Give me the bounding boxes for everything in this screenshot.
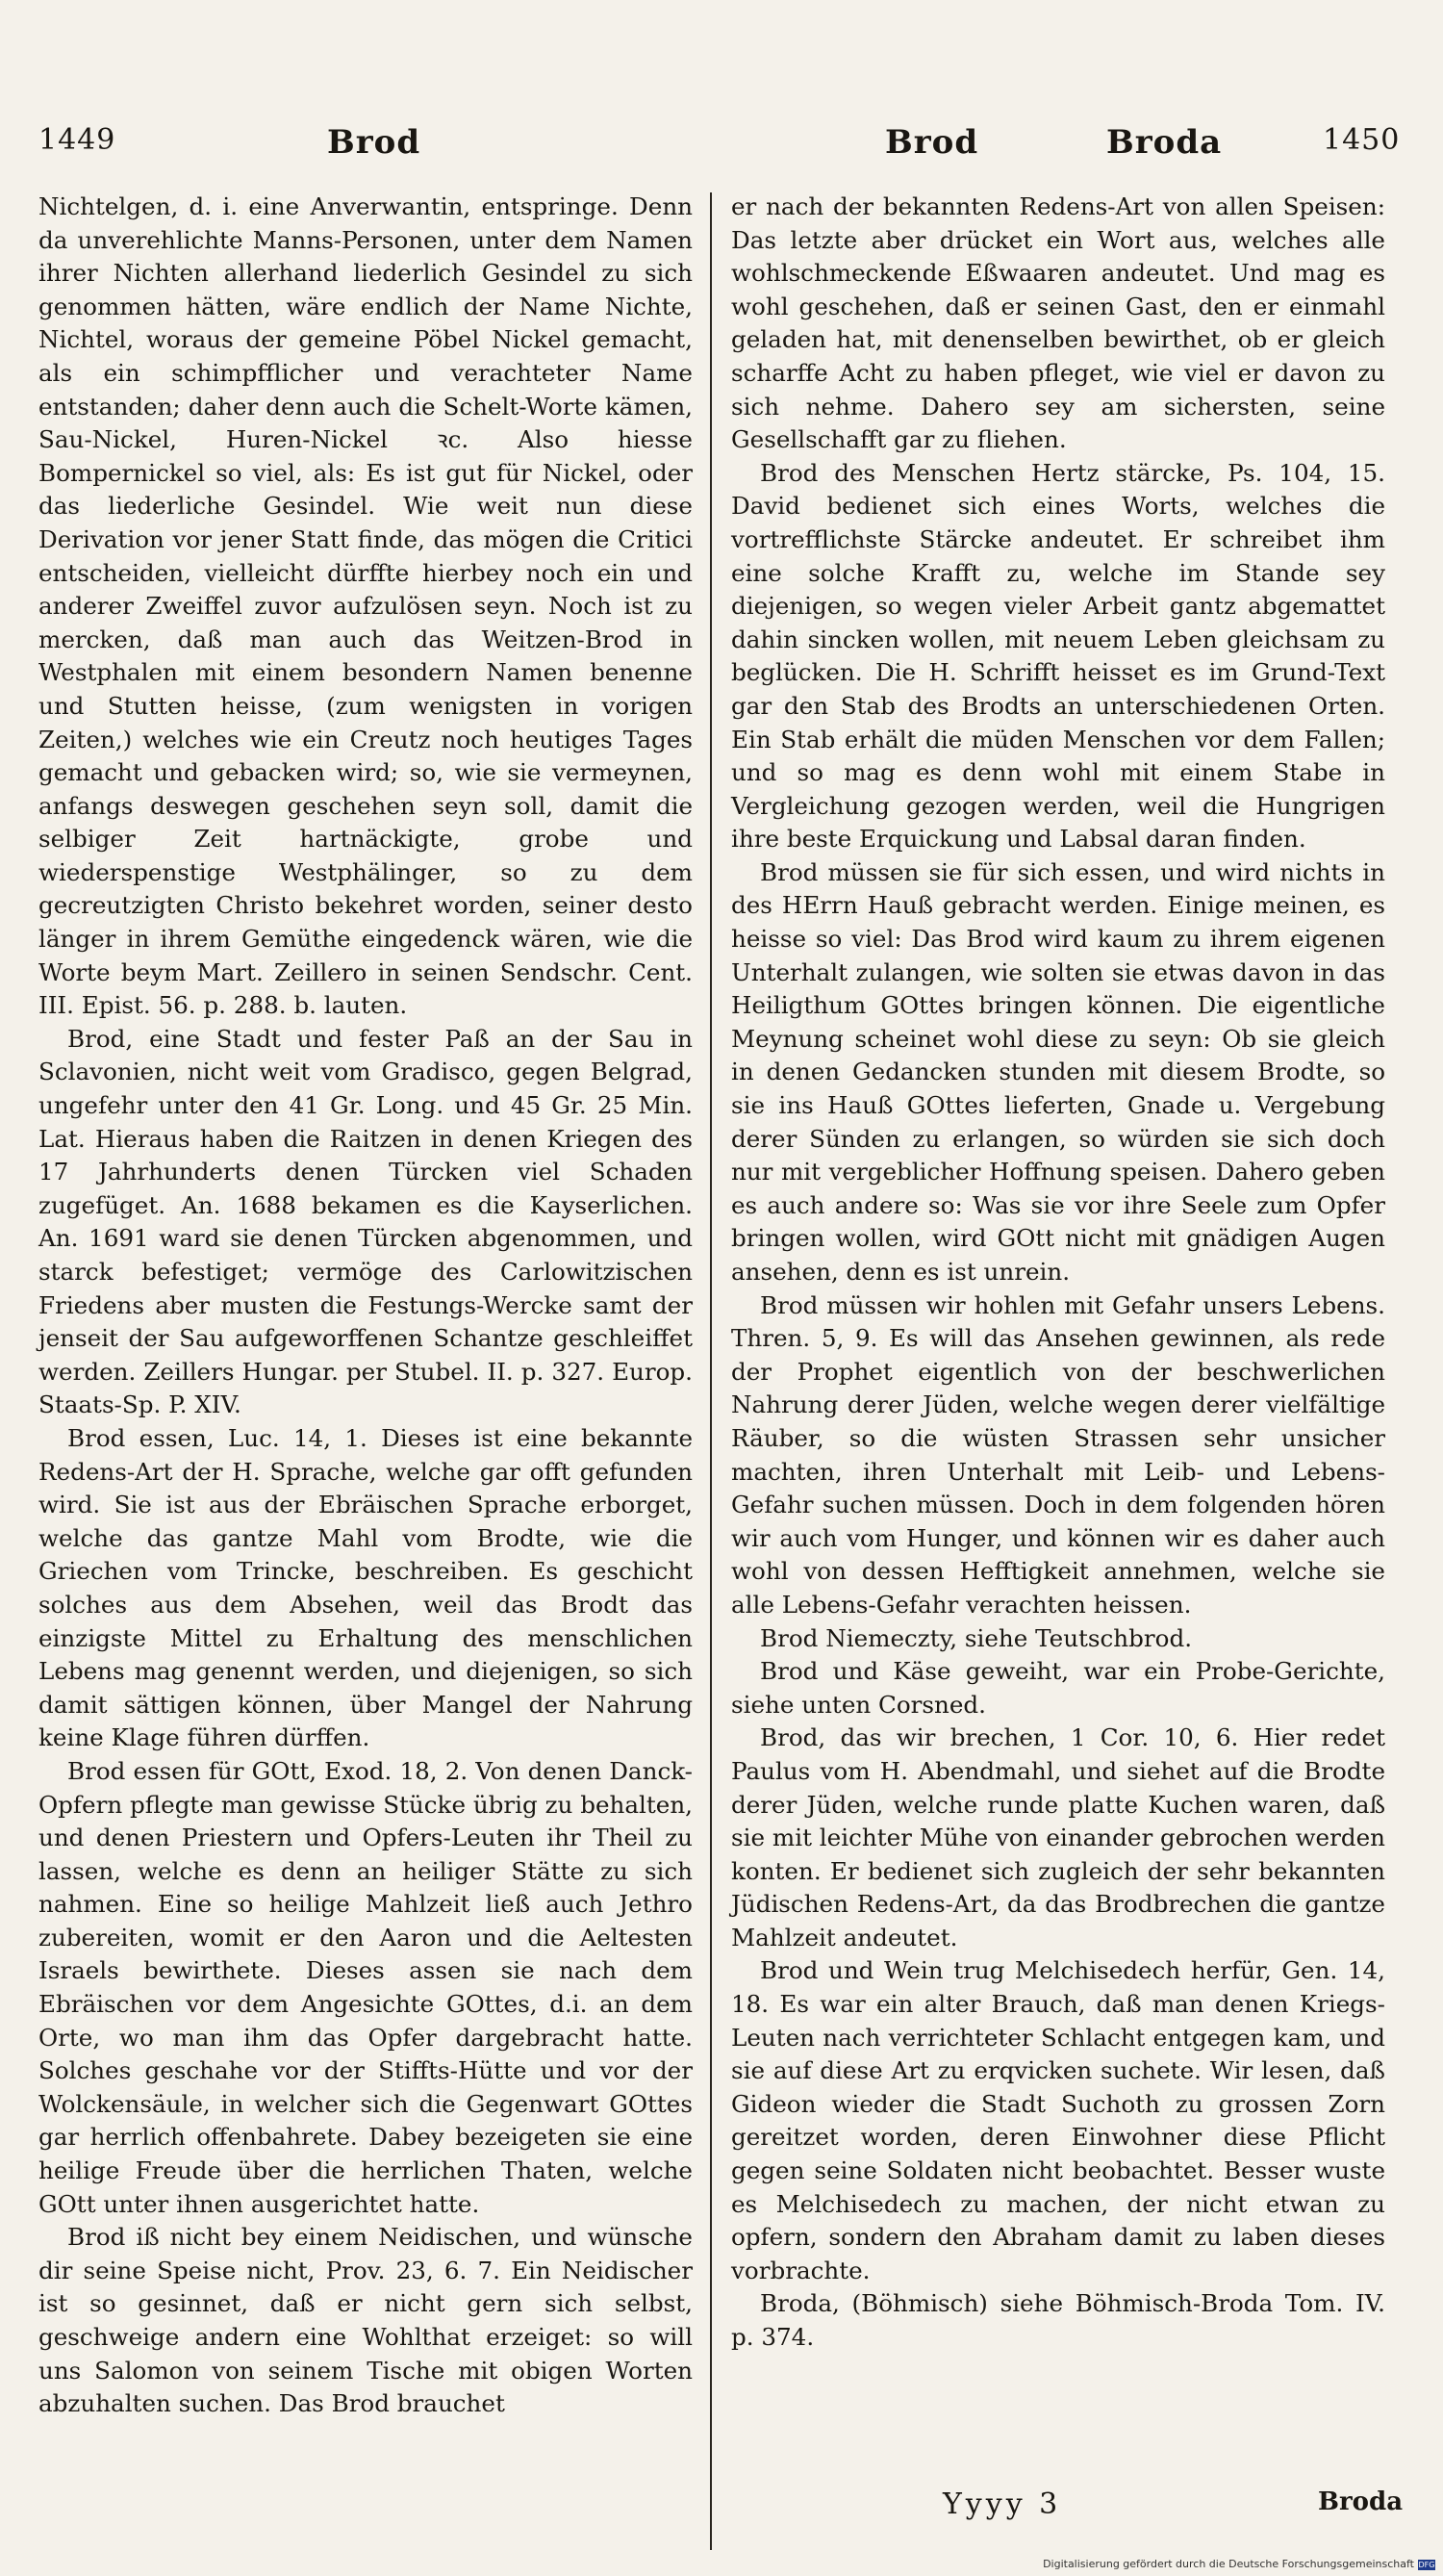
- paragraph: Brod und Käse geweiht, war ein Probe-Gerichte, siehe unten Corsned.: [731, 1657, 1385, 1719]
- right-running-title-2: Broda: [1106, 123, 1223, 162]
- dfg-logo-icon: DFG: [1418, 2560, 1435, 2569]
- paragraph: Nichtelgen, d. i. eine Anverwantin, entspringe. Denn da unverehlichte Manns-Personen, unter dem Namen ihrer Nichten allerhand liederlich Gesindel zu sich genommen hätten, wäre endlich der Name Nichte, Nichtel, woraus der gemeine Pöbel Nickel gemacht, als ein schimpfflicher und verachteter Name entstanden; daher denn auch die Schelt-Worte kämen, Sau-Nickel, Huren-Nickel ꝛc. Also hiesse Bompernickel so viel, als: Es ist gut für Nickel, oder das liederliche Gesindel. Wie weit nun diese Derivation vor jener Statt finde, das mögen die Critici entscheiden, vielleicht dürffte hierbey noch ein und anderer Zweiffel zuvor aufzulösen seyn. Noch ist zu mercken, daß man auch das Weitzen-Brod in Westphalen mit einem besondern Namen benenne und Stutten heisse, (zum wenigsten in vorigen Zeiten,) welches wie ein Creutz noch heutiges Tages gemacht und gebacken wird; so, wie sie vermeynen, anfangs deswegen geschehen seyn soll, damit die selbiger Zeit hartnäckigte, grobe und wiederspenstige Westphälinger, so zu dem gecreutzigten Christo bekehret worden, seiner desto länger in ihrem Gemüthe eingedenck wären, wie die Worte beym Mart. Zeillero in seinen Sendschr. Cent. III. Epist. 56. p. 288. b. lauten.: [38, 192, 693, 1020]
- credit-text: Digitalisierung gefördert durch die Deutsche Forschungsgemeinschaft: [1043, 2558, 1414, 2570]
- paragraph: Brod iß nicht bey einem Neidischen, und wünsche dir seine Speise nicht, Prov. 23, 6. 7. Ein Neidischer ist so gesinnet, daß er nicht gern sich selbst, geschweige andern eine Wohlthat erzeiget: so will uns Salomon von seinem Tische mit obigen Worten abzuhalten suchen. Das Brod brauchet: [38, 2223, 693, 2418]
- right-column: [731, 191, 1385, 2355]
- catchword: Broda: [1318, 2487, 1404, 2516]
- paragraph: Brod des Menschen Hertz stärcke, Ps. 104, 15. David bedienet sich eines Worts, welches die vortrefflichste Stärcke andeutet. Er schreibet ihm eine solche Krafft zu, welche im Stande sey diejenigen, so wegen vieler Arbeit gantz abgemattet dahin sincken wollen, mit neuem Leben gleichsam zu beglücken. Die H. Schrifft heisset es im Grund-Text gar den Stab des Brodts an unterschiedenen Orten. Ein Stab erhält die müden Menschen vor dem Fallen; und so mag es denn wohl mit einem Stabe in Vergleichung gezogen werden, weil die Hungrigen ihre beste Erquickung und Labsal daran finden.: [731, 458, 1385, 854]
- paragraph: Broda, (Böhmisch) siehe Böhmisch-Broda Tom. IV. p. 374.: [731, 2289, 1385, 2351]
- column-divider: [710, 192, 712, 2550]
- running-header: [38, 123, 1424, 181]
- paragraph: Brod müssen sie für sich essen, und wird nichts in des HErrn Hauß gebracht werden. Einige meinen, es heisse so viel: Das Brod wird kaum zu ihrem eigenen Unterhalt zulangen, wie solten sie etwas davon in das Heiligthum GOttes bringen können. Die eigentliche Meynung scheinet wohl diese zu seyn: Ob sie gleich in denen Gedancken stunden mit diesem Brodte, so sie ins Hauß GOttes lieferten, Gnade u. Vergebung derer Sünden zu erlangen, so würden sie sich doch nur mit vergeblicher Hoffnung speisen. Dahero geben es auch andere so: Was sie vor ihre Seele zum Opfer bringen wollen, wird GOtt nicht mit gnädigen Augen ansehen, denn es ist unrein.: [731, 857, 1385, 1286]
- signature-mark: Yyyy 3: [943, 2487, 1062, 2521]
- paragraph: Brod Niemeczty, siehe Teutschbrod.: [760, 1623, 1193, 1652]
- paragraph: Brod müssen wir hohlen mit Gefahr unsers Lebens. Thren. 5, 9. Es will das Ansehen gewinnen, als rede der Prophet eigentlich von der beschwerlichen Nahrung derer Jüden, welche wegen derer vielfältige Räuber, so die wüsten Strassen sehr unsicher machten, ihren Unterhalt mit Leib- und Lebens-Gefahr suchen müssen. Doch in dem folgenden hören wir auch vom Hunger, und können wir es daher auch wohl von dessen Hefftigkeit annehmen, welche sie alle Lebens-Gefahr verachten heissen.: [731, 1290, 1385, 1619]
- paragraph: er nach der bekannten Redens-Art von allen Speisen: Das letzte aber drücket ein Wort aus, welches alle wohlschmeckende Eßwaaren andeutet. Und mag es wohl geschehen, daß er seinen Gast, den er einmahl geladen hat, mit denenselben bewirthet, ob er gleich scharffe Acht zu haben pfleget, wie viel er davon zu sich nehme. Dahero sey am sichersten, seine Gesellschafft gar zu fliehen.: [731, 192, 1385, 454]
- right-running-title: Brod: [885, 123, 979, 162]
- paragraph: Brod und Wein trug Melchisedech herfür, Gen. 14, 18. Es war ein alter Brauch, daß man denen Kriegs-Leuten nach verrichteter Schlacht entgegen kam, und sie auf diese Art zu erqvicken suchete. Wir lesen, daß Gideon wieder die Stadt Suchoth zu grossen Zorn gereitzet worden, deren Einwohner diese Pflicht gegen seine Soldaten nicht beobachtet. Besser wuste es Melchisedech zu machen, der nicht etwan zu opfern, sondern den Abraham damit zu laben dieses vorbrachte.: [731, 1956, 1385, 2284]
- paragraph: Brod essen für GOtt, Exod. 18, 2. Von denen Danck-Opfern pflegte man gewisse Stücke übrig zu behalten, und denen Priestern und Opfers-Leuten ihr Theil zu lassen, welche es denn an heiliger Stätte zu sich nahmen. Eine so heilige Mahlzeit ließ auch Jethro zubereiten, womit er den Aaron und die Aeltesten Israels bewirthete. Dieses assen sie nach dem Ebräischen vor dem Angesichte GOttes, d.i. an dem Orte, wo man ihm das Opfer dargebracht hatte. Solches geschahe vor der Stiffts-Hütte und vor der Wolckensäule, in welcher sich die Gegenwart GOttes gar herrlich offenbahrete. Dabey bezeigeten sie eine heilige Freude über die herrlichen Thaten, welche GOtt unter ihnen ausgerichtet hatte.: [38, 1756, 693, 2218]
- left-column: [38, 191, 693, 2421]
- paragraph: Brod essen, Luc. 14, 1. Dieses ist eine bekannte Redens-Art der H. Sprache, welche gar offt gefunden wird. Sie ist aus der Ebräischen Sprache erborget, welche das gantze Mahl vom Brodte, wie die Griechen vom Trincke, beschreiben. Es geschicht solches aus dem Absehen, weil das Brodt das einzigste Mittel zu Erhaltung des menschlichen Lebens mag genennt werden, und diejenigen, so sich damit sättigen können, über Mangel der Nahrung keine Klage führen dürffen.: [38, 1423, 693, 1752]
- left-page-number: 1449: [38, 123, 116, 157]
- paragraph: Brod, das wir brechen, 1 Cor. 10, 6. Hier redet Paulus vom H. Abendmahl, und siehet auf die Brodte derer Jüden, welche runde platte Kuchen waren, daß sie mit leichter Mühe von einander gebrochen werden konten. Er bedienet sich zugleich der sehr bekannten Jüdischen Redens-Art, da das Brodbrechen die gantze Mahlzeit andeutet.: [731, 1723, 1385, 1951]
- right-page-number: 1450: [1323, 123, 1401, 157]
- left-running-title: Brod: [327, 123, 421, 162]
- paragraph: Brod, eine Stadt und fester Paß an der Sau in Sclavonien, nicht weit vom Gradisco, gegen Belgrad, ungefehr unter den 41 Gr. Long. und 45 Gr. 25 Min. Lat. Hieraus haben die Raitzen in denen Kriegen des 17 Jahrhunderts denen Türcken viel Schaden zugefüget. An. 1688 bekamen es die Kayserlichen. An. 1691 ward sie denen Türcken abgenommen, und starck befestiget; vermöge des Carlowitzischen Friedens aber musten die Festungs-Wercke samt der jenseit der Sau aufgeworffenen Schantze geschleiffet werden. Zeillers Hungar. per Stubel. II. p. 327. Europ. Staats-Sp. P. XIV.: [38, 1024, 693, 1419]
- digitization-credit: [1043, 2558, 1435, 2570]
